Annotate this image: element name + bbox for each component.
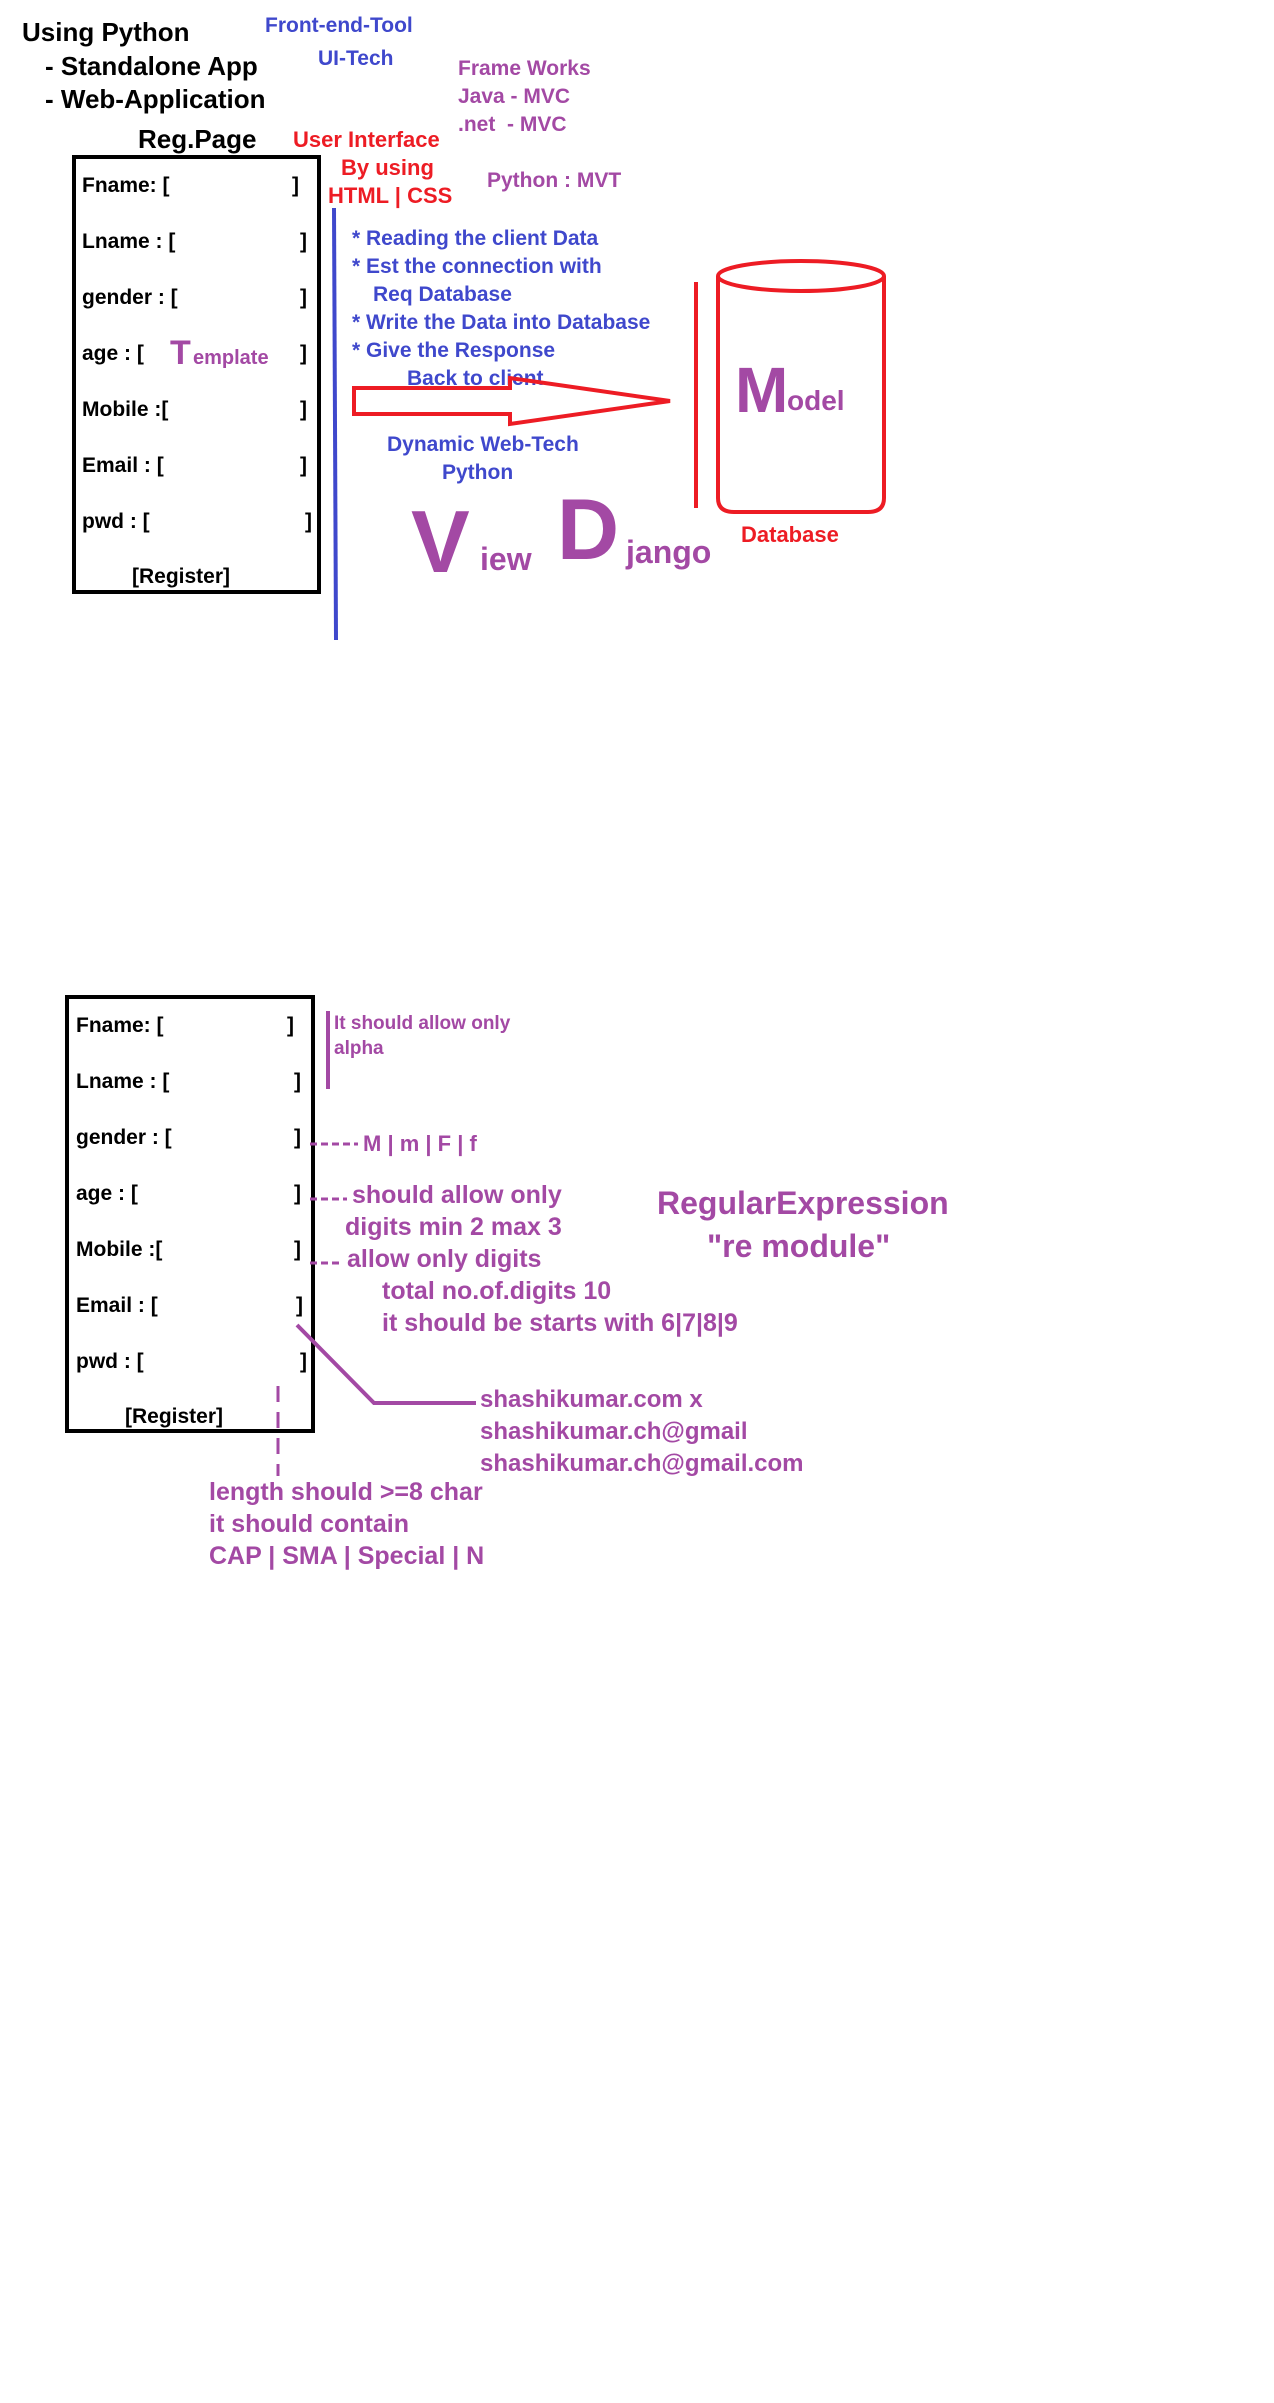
form2-register-button[interactable]: [Register] xyxy=(125,1405,224,1428)
view-step-connect-db: Req Database xyxy=(373,283,512,306)
dynamic-python-label: Python xyxy=(442,461,514,484)
django-label-rest: jango xyxy=(626,534,712,570)
note-mobile-line3: it should be starts with 6|7|8|9 xyxy=(382,1309,738,1337)
view-step-connect: * Est the connection with xyxy=(352,255,602,278)
template-label-initial: T xyxy=(170,334,191,372)
form2-fname-label: Fname: [ xyxy=(76,1014,164,1037)
heading-using-python: Using Python xyxy=(22,17,190,47)
front-end-tool-label: Front-end-Tool xyxy=(265,14,413,37)
framework-java: Java - MVC xyxy=(458,85,571,108)
heading-web-application: - Web-Application xyxy=(45,84,266,114)
form1-lname-label: Lname : [ xyxy=(82,230,176,253)
model-label-rest: odel xyxy=(787,385,845,416)
form1-email-label: Email : [ xyxy=(82,454,164,477)
form2-lname-label: Lname : [ xyxy=(76,1070,170,1093)
view-step-response: * Give the Response xyxy=(352,339,556,362)
form2-email-close: ] xyxy=(296,1294,303,1317)
form1-register-button[interactable]: [Register] xyxy=(132,565,231,588)
framework-dotnet: .net - MVC xyxy=(458,113,567,136)
form1-gender-close: ] xyxy=(300,286,307,309)
frameworks-title: Frame Works xyxy=(458,57,591,80)
reg-page-label: Reg.Page xyxy=(138,124,257,154)
form2-fname-close: ] xyxy=(287,1014,294,1037)
form2-email-label: Email : [ xyxy=(76,1294,158,1317)
view-step-read-data: * Reading the client Data xyxy=(352,227,599,250)
form2-gender-label: gender : [ xyxy=(76,1126,172,1149)
model-label-initial: M xyxy=(735,354,789,426)
form1-email-close: ] xyxy=(300,454,307,477)
form2-mobile-label: Mobile :[ xyxy=(76,1238,163,1261)
note-gender: M | m | F | f xyxy=(363,1131,477,1156)
regex-module-label: "re module" xyxy=(707,1228,891,1264)
framework-python: Python : MVT xyxy=(487,169,622,192)
form1-mobile-close: ] xyxy=(300,398,307,421)
form2-lname-close: ] xyxy=(294,1070,301,1093)
form2-age-close: ] xyxy=(294,1182,301,1205)
arrow-to-model xyxy=(354,378,670,424)
note-mobile-line2: total no.of.digits 10 xyxy=(382,1277,612,1305)
form2-mobile-close: ] xyxy=(294,1238,301,1261)
view-step-write-data: * Write the Data into Database xyxy=(352,311,651,334)
heading-standalone-app: - Standalone App xyxy=(45,51,258,81)
note-pwd-rules: CAP | SMA | Special | N xyxy=(209,1542,485,1570)
dynamic-web-tech-label: Dynamic Web-Tech xyxy=(387,433,579,456)
template-label-rest: emplate xyxy=(193,347,269,369)
note-alpha-line1: It should allow only xyxy=(334,1013,511,1034)
note-pwd-contain: it should contain xyxy=(209,1510,409,1538)
form1-fname-close: ] xyxy=(292,174,299,197)
note-mobile-line1: allow only digits xyxy=(347,1245,542,1273)
form2-pwd-close: ] xyxy=(300,1350,307,1373)
django-label-initial: D xyxy=(557,482,620,578)
view-divider-line xyxy=(334,208,336,640)
form1-age-label: age : [ xyxy=(82,342,144,365)
form2-age-label: age : [ xyxy=(76,1182,138,1205)
form2-pwd-label: pwd : [ xyxy=(76,1350,144,1373)
view-step-back-to-client: Back to client xyxy=(407,367,544,390)
form2-gender-close: ] xyxy=(294,1126,301,1149)
form1-age-close: ] xyxy=(300,342,307,365)
note-age-line1: should allow only xyxy=(352,1181,562,1209)
by-using-label: By using xyxy=(341,155,434,180)
regex-title: RegularExpression xyxy=(657,1185,949,1221)
note-age-line2: digits min 2 max 3 xyxy=(345,1213,562,1241)
note-alpha-line2: alpha xyxy=(334,1038,384,1059)
user-interface-label: User Interface xyxy=(293,127,440,152)
note-email-valid: shashikumar.ch@gmail.com xyxy=(480,1450,804,1477)
ui-tech-label: UI-Tech xyxy=(318,47,394,70)
form1-gender-label: gender : [ xyxy=(82,286,178,309)
view-label-rest: iew xyxy=(480,541,532,577)
database-label: Database xyxy=(741,522,839,547)
note-pwd-length: length should >=8 char xyxy=(209,1478,483,1506)
view-label-initial: V xyxy=(411,492,470,591)
form1-pwd-label: pwd : [ xyxy=(82,510,150,533)
form1-mobile-label: Mobile :[ xyxy=(82,398,169,421)
form1-lname-close: ] xyxy=(300,230,307,253)
note-email-invalid: shashikumar.com x xyxy=(480,1386,703,1413)
email-connector xyxy=(297,1325,476,1403)
note-email-partial: shashikumar.ch@gmail xyxy=(480,1418,748,1445)
html-css-label: HTML | CSS xyxy=(328,183,453,208)
form1-pwd-close: ] xyxy=(305,510,312,533)
database-cylinder-icon xyxy=(718,261,884,512)
form1-fname-label: Fname: [ xyxy=(82,174,170,197)
